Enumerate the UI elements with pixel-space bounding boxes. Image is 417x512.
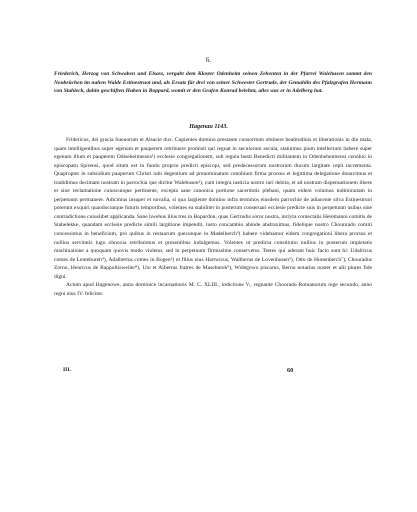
footer-number: 60 xyxy=(287,367,294,374)
footer-signature: III. xyxy=(63,367,71,373)
body-paragraph: Fridericus, dei gracia Sueuorum et Alsacie dux. Cupientes domino prestante consortium obtinere beatitudinis et liberationis in die mala, quam intelligentibus super egenum et pauperem retribuere promisit qui regnat in seculorum secula, statuimus pium intellectum habere super egenum illum et pauperem Odiseheimensis¹) ecclesie congregationem, sub regula beati Benedicti militantem in Odenheheimensi cenobio in episcopatu Spirensi, quod situm est in fundo proprio predicti episcopi, sed predecessorum nostrorum ducum largitate cepit incrementa. Quapropter in subsidium pauperum Christi iubi degentium ad prenominatum cenobium firma prorsus et legittima delegatione donavimus et tradidimus decimam nostram in parrochia que dicitur Walehusen²), cum integra iusticia nostro iuri debita, et ad nostram dispensationem libere et sine reclamatione cuiuscunque pertinente, excepta sane canonica portione sacerdotis plebani, quam eidem volumus indiminutam in perpetuum permanere. Adicimus insuper et novalia, si qua largiente domino infra terminos eiusdem parrochie de adiacente silva Estinestruot poterunt exquiri quaodocunque futuris temporibus, volentes ea stabiliter in posterum conseruari ecclesie predicte suis in perpetuum usibus sine contradictione cuiuslibet applicanda. Sane hwehus illus tres in Bopardon, quas Gertrudis soror nostra, inclyta contectalis Heremanni comitis de Stahelekke, quandam ecclesie predicte simili largitione impendit, iusto concambio abinde abstraximus, fidelique nostro Chounrado comiti concessimus in beneficium, pro quibus in restaurum quecunque in Madelberch³) habere videbamur eidem congregationi libera prorsus et nullius servitutis iugo obnoxia retribuimus et presentibus indulgemus. Volentes ut predicta constitutio nullius in posterum impietatis machinatione a quoquam quovis modo violetur, sed in perpetuum firmissime conservetur. Testes qui aderant huic facto sunt hi: Udalricus comes de Lentebureh⁴), Adalbertus comes in Bogen⁵) et filius eius Hartwicus, Waltherus de Lovenhusen⁶), Otto de Hunenberch⁷), Chouradus Zorno, Henricus de Rappoltisweiler⁸), Uto et Albertus fratres de Masebureh⁹), Widegowo piscarus, Berno notarius noster et alii plures fide digni. xyxy=(54,137,372,280)
document-body xyxy=(54,136,372,298)
document-heading: Hagenau 1143. xyxy=(189,123,228,130)
body-paragraph: Actum apud Hagenowe, anno dominice incarnationis M. C. XLIII., indictione V., regnante Choorado Romanorum rege secundo, anno regni eius IV. feliciter. xyxy=(54,282,372,297)
page-number: 6. xyxy=(205,56,212,64)
document-summary: Friederich, Herzog von Schwaben und Elsass, vergabt dem Kloster Odenheim seinen Zehenten in der Pfarrei Walehusen sammt den Neubrüchen im nahen Walde Estinestruot und, als Ersatz für drei von seiner Schwester Gertrude, der Gemahlin des Pfalzgrafen Hermann von Stahleck, dahin geschiften Huben in Boppard, womit er den Grafen Konrad belehnt, alles was er in Adelberg hat. xyxy=(54,71,372,95)
